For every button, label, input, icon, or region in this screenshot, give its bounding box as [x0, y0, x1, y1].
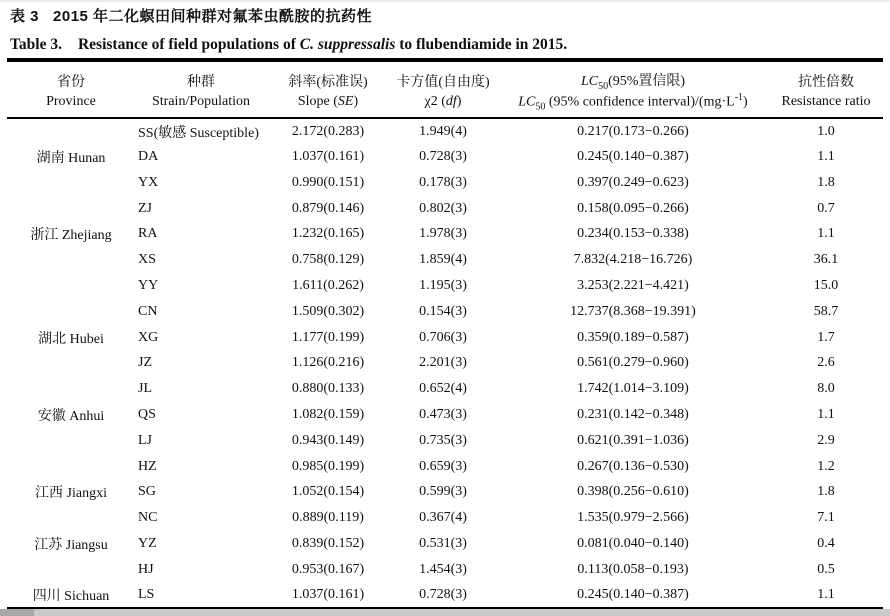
cell-strain: DA — [138, 148, 159, 164]
lc-en-mid: (95% confidence interval)/(mg·L — [545, 94, 735, 110]
table-row — [7, 247, 883, 273]
table-row — [7, 531, 883, 557]
cell-lc50: 0.621(0.391−1.036) — [577, 432, 689, 448]
cell-lc50: 0.217(0.173−0.266) — [577, 123, 689, 139]
header-row-en — [7, 92, 883, 118]
cell-rr: 1.1 — [817, 148, 835, 164]
cell-rr: 1.1 — [817, 406, 835, 422]
cell-chi2: 0.659(3) — [419, 458, 467, 474]
cell-lc50: 0.561(0.279−0.960) — [577, 355, 689, 371]
table-row — [7, 479, 883, 505]
cell-slope: 0.985(0.199) — [291, 458, 365, 474]
cell-rr: 7.1 — [817, 510, 835, 526]
cell-slope: 1.052(0.154) — [291, 484, 365, 500]
header-lc50-en — [497, 92, 769, 118]
table-row — [7, 299, 883, 325]
cell-chi2: 0.367(4) — [419, 510, 467, 526]
table-title-cn-text: 2015 年二化螟田间种群对氟苯虫酰胺的抗药性 — [53, 8, 373, 25]
header-rr-cn: 抗性倍数 — [798, 74, 854, 90]
cell-chi2: 1.859(4) — [419, 252, 467, 268]
cell-strain: LS — [138, 586, 155, 602]
cell-rr: 1.8 — [817, 484, 835, 500]
cell-province: 浙江 Zhejiang — [30, 228, 112, 244]
cell-province: 湖南 Hunan — [36, 150, 106, 166]
cell-slope: 1.126(0.216) — [291, 355, 365, 371]
table-row — [7, 376, 883, 402]
cell-lc50: 0.234(0.153−0.338) — [577, 226, 689, 242]
cell-province — [7, 505, 135, 531]
cell-chi2: 2.201(3) — [419, 355, 467, 371]
lc-cn-post: (95%置信限) — [608, 74, 686, 89]
cell-slope: 0.758(0.129) — [291, 252, 365, 268]
cell-strain: YY — [138, 277, 159, 293]
cell-strain: YZ — [138, 535, 157, 551]
cell-province — [7, 376, 135, 402]
cell-rr: 1.7 — [817, 329, 835, 345]
cell-slope: 1.611(0.262) — [292, 277, 364, 293]
cell-rr: 1.0 — [817, 123, 835, 139]
cell-province: 四川 Sichuan — [32, 588, 110, 604]
table-row — [7, 350, 883, 376]
header-slope-en — [267, 92, 389, 118]
cell-lc50: 0.245(0.140−0.387) — [577, 586, 689, 602]
table-row — [7, 325, 883, 351]
table-row — [7, 221, 883, 247]
cell-province: 湖北 Hubei — [38, 331, 104, 347]
cell-chi2: 1.949(4) — [419, 123, 467, 139]
cell-slope: 0.990(0.151) — [291, 174, 365, 190]
cell-lc50: 1.742(1.014−3.109) — [577, 381, 689, 397]
header-chi2-cn: 卡方值(自由度) — [396, 74, 490, 90]
cell-lc50: 3.253(2.221−4.421) — [577, 277, 689, 293]
chi2-df-italic: df — [445, 94, 457, 110]
header-lc50-cn — [497, 60, 769, 92]
lc-en-italic: LC — [518, 94, 536, 110]
cell-lc50: 0.158(0.095−0.266) — [577, 200, 689, 216]
cell-province — [7, 273, 135, 299]
cell-slope: 1.037(0.161) — [291, 148, 365, 164]
cell-strain: ZJ — [138, 200, 152, 216]
cell-strain: SG — [138, 484, 156, 500]
cell-strain: HZ — [138, 458, 157, 474]
cell-rr: 1.8 — [817, 174, 835, 190]
cell-province — [7, 196, 135, 222]
table-row — [7, 273, 883, 299]
cell-strain: HJ — [138, 561, 154, 577]
table-row — [7, 402, 883, 428]
cell-lc50: 0.397(0.249−0.623) — [577, 174, 689, 190]
cell-lc50: 0.359(0.189−0.587) — [577, 329, 689, 345]
cell-slope: 1.232(0.165) — [291, 226, 365, 242]
cell-chi2: 0.728(3) — [419, 586, 467, 602]
cell-slope: 0.889(0.119) — [292, 510, 364, 526]
cell-rr: 1.1 — [817, 226, 835, 242]
cell-lc50: 0.081(0.040−0.140) — [577, 535, 689, 551]
cell-strain: RA — [138, 226, 158, 242]
cell-chi2: 0.473(3) — [419, 406, 467, 422]
cell-rr: 1.1 — [817, 586, 835, 602]
cell-lc50: 0.245(0.140−0.387) — [577, 148, 689, 164]
cell-province — [7, 350, 135, 376]
table-row — [7, 557, 883, 583]
cell-chi2: 0.531(3) — [419, 535, 467, 551]
cell-chi2: 0.802(3) — [419, 200, 467, 216]
table-title-cn-label: 表 3 — [10, 8, 40, 25]
table-row — [7, 196, 883, 222]
cell-strain: JZ — [138, 355, 152, 371]
cell-chi2: 1.454(3) — [419, 561, 467, 577]
table-title-en — [0, 27, 890, 58]
cell-province — [7, 557, 135, 583]
table-title-en-prefix: Resistance of field populations of — [77, 36, 300, 53]
table-row — [7, 583, 883, 609]
cell-slope: 1.509(0.302) — [291, 303, 365, 319]
cell-lc50: 0.113(0.058−0.193) — [577, 561, 689, 577]
cell-rr: 2.6 — [817, 355, 835, 371]
cell-chi2: 0.599(3) — [419, 484, 467, 500]
bottom-edge-patch — [0, 609, 34, 616]
cell-rr: 8.0 — [817, 381, 835, 397]
cell-chi2: 1.195(3) — [419, 277, 467, 293]
chi2-en-pre: χ2 ( — [424, 94, 446, 110]
species-name: C. suppressalis — [299, 36, 396, 53]
cell-strain: YX — [138, 174, 159, 190]
cell-chi2: 0.178(3) — [419, 174, 467, 190]
cell-province — [7, 118, 135, 144]
cell-slope: 0.879(0.146) — [291, 200, 365, 216]
lc-en-post: ) — [743, 94, 748, 110]
cell-strain: XG — [138, 329, 159, 345]
cell-strain: JL — [138, 381, 152, 397]
cell-lc50: 1.535(0.979−2.566) — [577, 510, 689, 526]
table-body — [7, 118, 883, 608]
cell-province: 江西 Jiangxi — [35, 486, 107, 502]
lc-italic: LC — [580, 74, 599, 89]
screenshot-top-edge — [0, 0, 890, 2]
table-header — [7, 60, 883, 118]
header-chi2-en — [389, 92, 497, 118]
cell-rr: 36.1 — [813, 252, 839, 268]
cell-province: 安徽 Anhui — [37, 408, 105, 424]
header-row-cn — [7, 60, 883, 92]
cell-slope: 1.037(0.161) — [291, 586, 365, 602]
table-row — [7, 505, 883, 531]
table-row — [7, 118, 883, 144]
cell-rr: 0.5 — [817, 561, 835, 577]
table-title-cn — [0, 0, 890, 27]
cell-strain: NC — [138, 510, 158, 526]
cell-slope: 1.177(0.199) — [291, 329, 365, 345]
slope-en-post: ) — [353, 94, 359, 110]
cell-chi2: 0.728(3) — [419, 148, 467, 164]
cell-slope: 0.839(0.152) — [291, 535, 365, 551]
cell-slope: 0.880(0.133) — [291, 381, 365, 397]
chi2-en-post: ) — [456, 94, 462, 110]
cell-strain: QS — [138, 406, 156, 422]
cell-lc50: 0.267(0.136−0.530) — [577, 458, 689, 474]
cell-strain: XS — [138, 252, 156, 268]
header-province-en: Province — [7, 92, 135, 118]
cell-lc50: 12.737(8.368−19.391) — [570, 303, 696, 319]
cell-rr: 58.7 — [813, 303, 839, 319]
cell-province — [7, 170, 135, 196]
header-rr-en: Resistance ratio — [769, 92, 883, 118]
cell-province — [7, 454, 135, 480]
cell-rr: 0.4 — [817, 535, 835, 551]
table-row — [7, 454, 883, 480]
cell-strain: SS(敏感 Susceptible) — [138, 125, 259, 141]
cell-chi2: 0.652(4) — [419, 381, 467, 397]
slope-se-italic: SE — [337, 94, 354, 110]
cell-province: 江苏 Jiangsu — [34, 537, 108, 553]
cell-rr: 15.0 — [813, 277, 839, 293]
cell-chi2: 0.706(3) — [419, 329, 467, 345]
lc-en-sub: 50 — [535, 101, 546, 113]
cell-strain: CN — [138, 303, 158, 319]
cell-lc50: 7.832(4.218−16.726) — [573, 252, 693, 268]
cell-slope: 0.943(0.149) — [291, 432, 365, 448]
cell-chi2: 0.735(3) — [419, 432, 467, 448]
cell-rr: 2.9 — [817, 432, 835, 448]
table-title-en-suffix: to flubendiamide in 2015. — [395, 36, 568, 53]
cell-rr: 1.2 — [817, 458, 835, 474]
screenshot-bottom-edge — [0, 609, 890, 616]
header-strain-en: Strain/Population — [135, 92, 267, 118]
table-row — [7, 428, 883, 454]
table-row — [7, 144, 883, 170]
resistance-table — [7, 58, 883, 610]
cell-slope: 2.172(0.283) — [291, 123, 365, 139]
header-strain-cn: 种群 — [187, 74, 215, 90]
cell-slope: 1.082(0.159) — [291, 406, 365, 422]
slope-en-pre: Slope ( — [297, 94, 338, 110]
cell-province — [7, 428, 135, 454]
lc-sub: 50 — [598, 80, 609, 92]
cell-rr: 0.7 — [817, 200, 835, 216]
cell-chi2: 0.154(3) — [419, 303, 467, 319]
header-slope-cn: 斜率(标准误) — [288, 74, 368, 90]
cell-province — [7, 299, 135, 325]
cell-province — [7, 247, 135, 273]
table-row — [7, 170, 883, 196]
table-title-en-label: Table 3. — [10, 36, 62, 53]
cell-strain: LJ — [138, 432, 152, 448]
header-province-cn: 省份 — [57, 74, 85, 90]
lc-en-sup: -1 — [734, 91, 744, 103]
cell-lc50: 0.231(0.142−0.348) — [577, 406, 689, 422]
cell-chi2: 1.978(3) — [419, 226, 467, 242]
cell-slope: 0.953(0.167) — [291, 561, 365, 577]
cell-lc50: 0.398(0.256−0.610) — [577, 484, 689, 500]
